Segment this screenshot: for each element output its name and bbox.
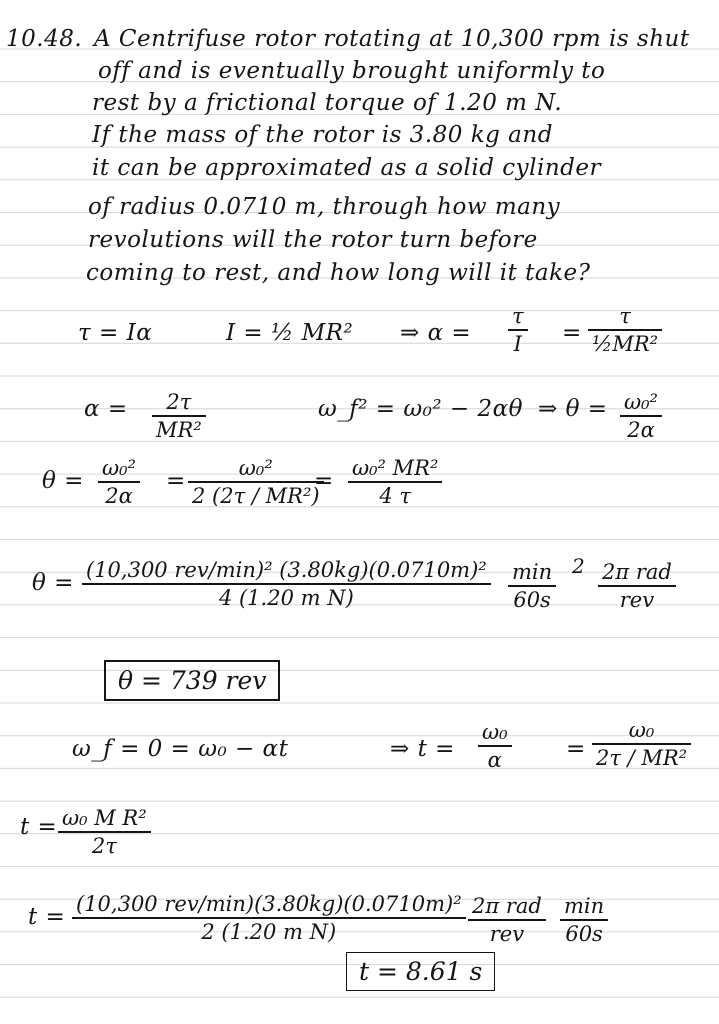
- eq1-torque: τ = Iα: [78, 320, 153, 346]
- eq3-theta: θ =: [42, 468, 84, 494]
- eq7-conversion-angle: 2π rad rev: [468, 896, 546, 945]
- eq2-theta-fraction: $\frac{\text{ω₀²}}{2\alpha}$: [620, 392, 662, 441]
- eq1-arrow: ⇒ α =: [400, 320, 472, 346]
- problem-line-7: revolutions will the rotor turn before: [88, 227, 538, 253]
- problem-line-5: it can be approximated as a solid cylinder: [92, 155, 601, 181]
- eq6-fraction: $\frac{\text{ω₀ M R²}}{2\tau}$: [58, 808, 151, 857]
- eq1-inertia: I = ½ MR²: [226, 320, 354, 346]
- answer-time: t = 8.61 s: [346, 952, 495, 991]
- eq3-fraction-2: $\frac{\text{ω₀²}}{\text{2 (2τ / MR²)}}$: [188, 458, 324, 507]
- eq2-kinematics: ω_f² = ω₀² − 2αθ: [318, 396, 523, 422]
- eq4-theta: θ =: [32, 570, 74, 596]
- eq1-equals: =: [562, 320, 582, 346]
- eq5-arrow: ⇒ t =: [390, 736, 455, 762]
- eq2-alpha: α =: [84, 396, 128, 422]
- eq7-time: t =: [28, 904, 66, 930]
- answer-revolutions: θ = 739 rev: [104, 660, 280, 701]
- eq5-kinematics: ω_f = 0 = ω₀ − αt: [72, 736, 289, 762]
- eq3-fraction-1: $\frac{\text{ω₀²}}{2\alpha}$: [98, 458, 140, 507]
- eq2-fraction: $\frac{2\tau}{\text{MR²}}$: [152, 392, 206, 441]
- eq5-fraction-2: $\frac{\text{ω₀}}{\text{2τ / MR²}}$: [592, 720, 691, 769]
- eq3-fraction-3: $\frac{\text{ω₀² MR²}}{4 \tau}$: [348, 458, 442, 507]
- eq7-conversion-time: min 60s: [560, 896, 608, 945]
- eq4-main-fraction: (10,300 rev/min)² (3.80kg)(0.0710m)² 4 (1.20 m N): [82, 560, 491, 609]
- eq7-main-fraction: (10,300 rev/min)(3.80kg)(0.0710m)² 2 (1.20 m N): [72, 894, 466, 943]
- problem-line-6: of radius 0.0710 m, through how many: [88, 194, 561, 220]
- problem-number: 10.48.: [6, 26, 83, 52]
- problem-line-3: rest by a frictional torque of 1.20 m N.: [92, 90, 563, 116]
- eq3-equals-1: =: [166, 468, 186, 494]
- problem-line-2: off and is eventually brought uniformly to: [98, 58, 606, 84]
- eq4-conversion-exponent: 2: [572, 554, 586, 578]
- eq5-equals: =: [566, 736, 586, 762]
- eq6-time: t =: [20, 814, 58, 840]
- eq2-arrow: ⇒ θ =: [538, 396, 608, 422]
- eq1-fraction-1: $\frac{\tau}{I}$: [508, 306, 528, 355]
- problem-line-4: If the mass of the rotor is 3.80 kg and: [92, 122, 553, 148]
- eq1-fraction-2: $\frac{\tau}{\text{½MR²}}$: [588, 306, 662, 355]
- eq4-conversion-time: min 60s: [508, 562, 556, 611]
- problem-line-8: coming to rest, and how long will it take?: [86, 260, 591, 286]
- eq5-fraction-1: $\frac{\text{ω₀}}{\alpha}$: [478, 722, 512, 771]
- eq3-equals-2: =: [314, 468, 334, 494]
- problem-line-1: A Centrifuse rotor rotating at 10,300 rpm is shut: [94, 26, 690, 52]
- eq4-conversion-angle: 2π rad rev: [598, 562, 676, 611]
